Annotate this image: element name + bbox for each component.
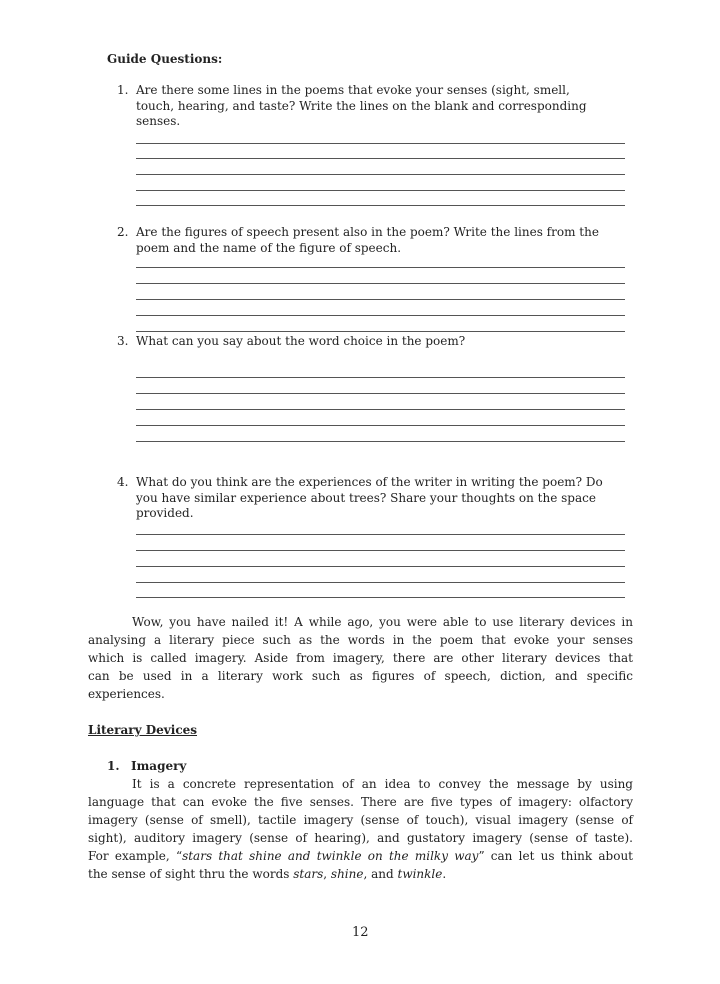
example-quote: stars that shine and twinkle on the milky way — [182, 849, 479, 863]
paragraph-line: language that can evoke the five senses. There are five types of imagery: olfactory — [88, 795, 633, 809]
paragraph-line: It is a concrete representation of an idea to convey the message by using — [132, 777, 633, 791]
answer-blank[interactable] — [136, 143, 625, 144]
question-line: What do you think are the experiences of the writer in writing the poem? Do — [136, 475, 603, 489]
question-line: provided. — [136, 506, 194, 520]
example-line — [88, 847, 633, 865]
answer-blank[interactable] — [136, 393, 625, 394]
paragraph-line: imagery (sense of smell), tactile imagery (sense of touch), visual imagery (sense of — [88, 813, 633, 827]
answer-blank[interactable] — [136, 550, 625, 551]
text: , — [323, 867, 331, 881]
paragraph-line: can be used in a literary work such as figures of speech, diction, and specific — [88, 669, 633, 683]
question-line: poem and the name of the figure of speech. — [136, 240, 402, 255]
question-number: 4. — [117, 475, 129, 489]
text: . — [442, 867, 447, 881]
answer-blank[interactable] — [136, 441, 625, 442]
answer-blank[interactable] — [136, 582, 625, 583]
answer-blank[interactable] — [136, 315, 625, 316]
question-line: you have similar experience about trees? Share your thoughts on the space — [136, 490, 596, 505]
question-number: 3. — [117, 334, 129, 348]
intro-paragraph — [88, 613, 633, 703]
imagery-heading: Imagery — [131, 759, 187, 773]
imagery-paragraph — [88, 775, 633, 883]
emphasis: shine — [330, 867, 364, 881]
text: For example, “ — [88, 849, 183, 863]
answer-blank[interactable] — [136, 299, 625, 300]
answer-blank[interactable] — [136, 425, 625, 426]
paragraph-line: Wow, you have nailed it! A while ago, you were able to use literary devices in — [132, 615, 633, 629]
answer-blank[interactable] — [136, 267, 625, 268]
text: ” can let us think about — [478, 849, 634, 863]
emphasis: twinkle — [397, 867, 443, 881]
answer-blank[interactable] — [136, 174, 625, 175]
paragraph-line: sight), auditory imagery (sense of hearing), and gustatory imagery (sense of taste). — [88, 831, 633, 845]
emphasis: stars — [293, 867, 324, 881]
text: , and — [363, 867, 398, 881]
paragraph-line: which is called imagery. Aside from imagery, there are other literary devices that — [88, 651, 633, 665]
answer-blank[interactable] — [136, 566, 625, 567]
guide-questions-heading: Guide Questions: — [107, 52, 223, 66]
text: the sense of sight thru the words — [88, 867, 294, 881]
paragraph-line — [88, 865, 633, 883]
answer-blank[interactable] — [136, 283, 625, 284]
literary-devices-heading: Literary Devices — [88, 723, 198, 737]
question-line: Are the figures of speech present also in the poem? Write the lines from the — [136, 225, 599, 239]
paragraph-line: analysing a literary piece such as the words in the poem that evoke your senses — [88, 633, 633, 647]
answer-blank[interactable] — [136, 534, 625, 535]
answer-blank[interactable] — [136, 158, 625, 159]
page-number: 12 — [352, 925, 369, 940]
answer-blank[interactable] — [136, 331, 625, 332]
subsection-number: 1. — [107, 759, 120, 773]
question-number: 1. — [117, 83, 129, 97]
answer-blank[interactable] — [136, 190, 625, 191]
answer-blank[interactable] — [136, 597, 625, 598]
answer-blank[interactable] — [136, 409, 625, 410]
question-line: touch, hearing, and taste? Write the lines on the blank and corresponding — [136, 98, 587, 113]
question-number: 2. — [117, 225, 129, 239]
answer-blank[interactable] — [136, 377, 625, 378]
paragraph-line: experiences. — [88, 687, 165, 701]
question-line: Are there some lines in the poems that evoke your senses (sight, smell, — [136, 83, 570, 97]
answer-blank[interactable] — [136, 205, 625, 206]
question-line: senses. — [136, 114, 181, 128]
question-line: What can you say about the word choice in the poem? — [136, 334, 466, 348]
